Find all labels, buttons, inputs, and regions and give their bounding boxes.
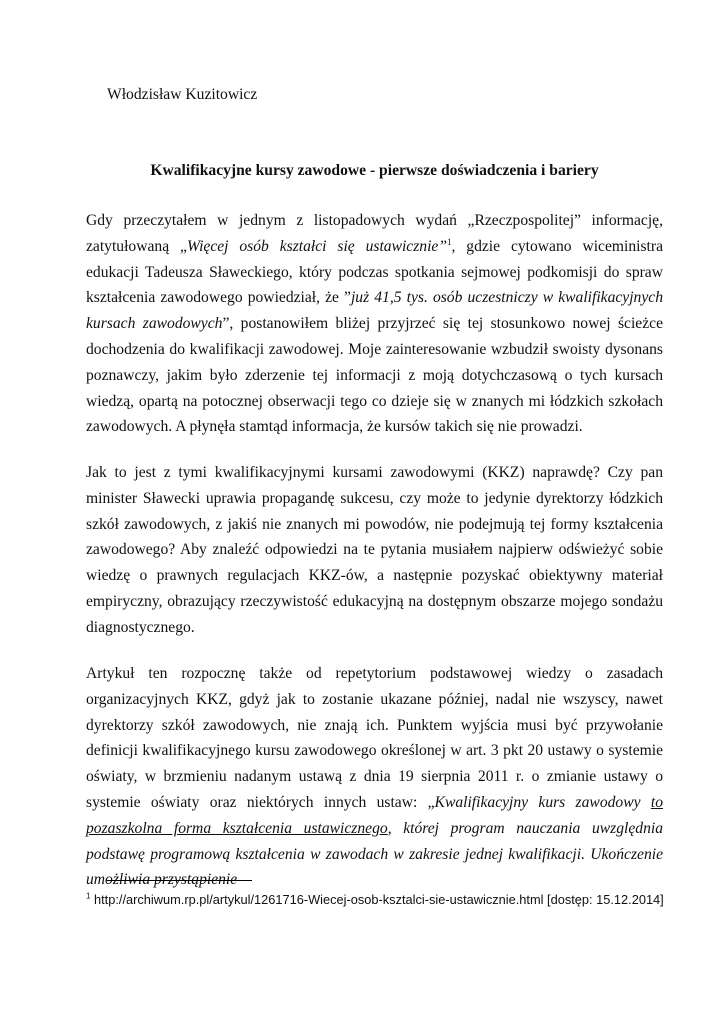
text-run: Gdy przeczytałem w jednym z listopadowych wydań „Rzeczpospolitej” informację, zatytułowaną „ xyxy=(86,212,663,255)
text-run: , gdzie cytowano wiceministra edukacji Tadeusza Sławeckiego, który podczas spotkania sejmowej podkomisji do spraw kształcenia zawodowego powiedział, że ” xyxy=(86,237,663,307)
definition-underlined: to pozaszkolna forma kształcenia ustawicznego xyxy=(86,793,663,837)
footnote-text: http://archiwum.rp.pl/artykul/1261716-Wiecej-osob-ksztalci-sie-ustawicznie.html [dostęp: 15.12.2014] xyxy=(90,892,664,907)
author-name: Włodzisław Kuzitowicz xyxy=(107,86,258,103)
text-run: Artykuł ten rozpocznę także od repetytorium podstawowej wiedzy o zasadach organizacyjnych KKZ, gdyż jak to zostanie ukazane później, nadal nie wszyscy, nawet dyrektorzy szkół zawodowych, nie znają ich. Punktem wyjścia musi być przywołanie definicji kwalifikacyjnego kursu zawodowego określonej w art. 3 pkt 20 ustawy o systemie oświaty, w brzmieniu nadanym ustawą z dnia 19 sierpnia 2011 r. o zmianie ustawy o systemie oświaty oraz niektórych innych ustaw: „ xyxy=(86,665,663,811)
paragraph-1 xyxy=(86,208,663,440)
footnote-separator xyxy=(107,880,252,881)
definition-quote-cont: , której program nauczania uwzględnia podstawę programową kształcenia w zawodach w zakresie jednej kwalifikacji. Ukończenie umożliwia przystąpienie xyxy=(86,819,664,889)
paragraph-2: Jak to jest z tymi kwalifikacyjnymi kursami zawodowymi (KKZ) naprawdę? Czy pan minister Sławecki uprawia propagandę sukcesu, czy może to jedynie dyrektorzy łódzkich szkół zawodowych, z jakiś nie znanych mi powodów, nie podejmują tej formy kształcenia zawodowego? Aby znaleźć odpowiedzi na te pytania musiałem najpierw odświeżyć sobie wiedzę o prawnych regulacjach KKZ-ów, a następnie pozyskać obiektywny materiał empiryczny, obrazujący rzeczywistość edukacyjną na dostępnym obszarze mojego sondażu diagnostycznego. xyxy=(86,464,663,636)
paragraph-3 xyxy=(86,661,663,893)
footnote-number: 1 xyxy=(86,891,91,901)
definition-quote: Kwalifikacyjny kurs zawodowy xyxy=(434,793,651,811)
quoted-title: Więcej osób kształci się ustawicznie” xyxy=(186,237,448,255)
footnote xyxy=(86,887,676,913)
text-run: ”, postanowiłem bliżej przyjrzeć się tej stosunkowo nowej ścieżce dochodzenia do kwalifikacji zawodowej. Moje zainteresowanie wzbudził swoisty dysonans poznawczy, jakim było zderzenie tej informacji z moją dotychczasową o tych kursach wiedzą, opartą na potocznej obserwacji tego co dzieje się w znanych mi łódzkich szkołach zawodowych. A płynęła stamtąd informacja, że kursów takich się nie prowadzi. xyxy=(86,315,663,436)
article-title: Kwalifikacyjne kursy zawodowe - pierwsze doświadczenia i bariery xyxy=(150,162,599,179)
footnote-reference[interactable]: 1 xyxy=(447,236,452,247)
quotation: już 41,5 tys. osób uczestniczy w kwalifikacyjnych kursach zawodowych xyxy=(86,289,663,333)
